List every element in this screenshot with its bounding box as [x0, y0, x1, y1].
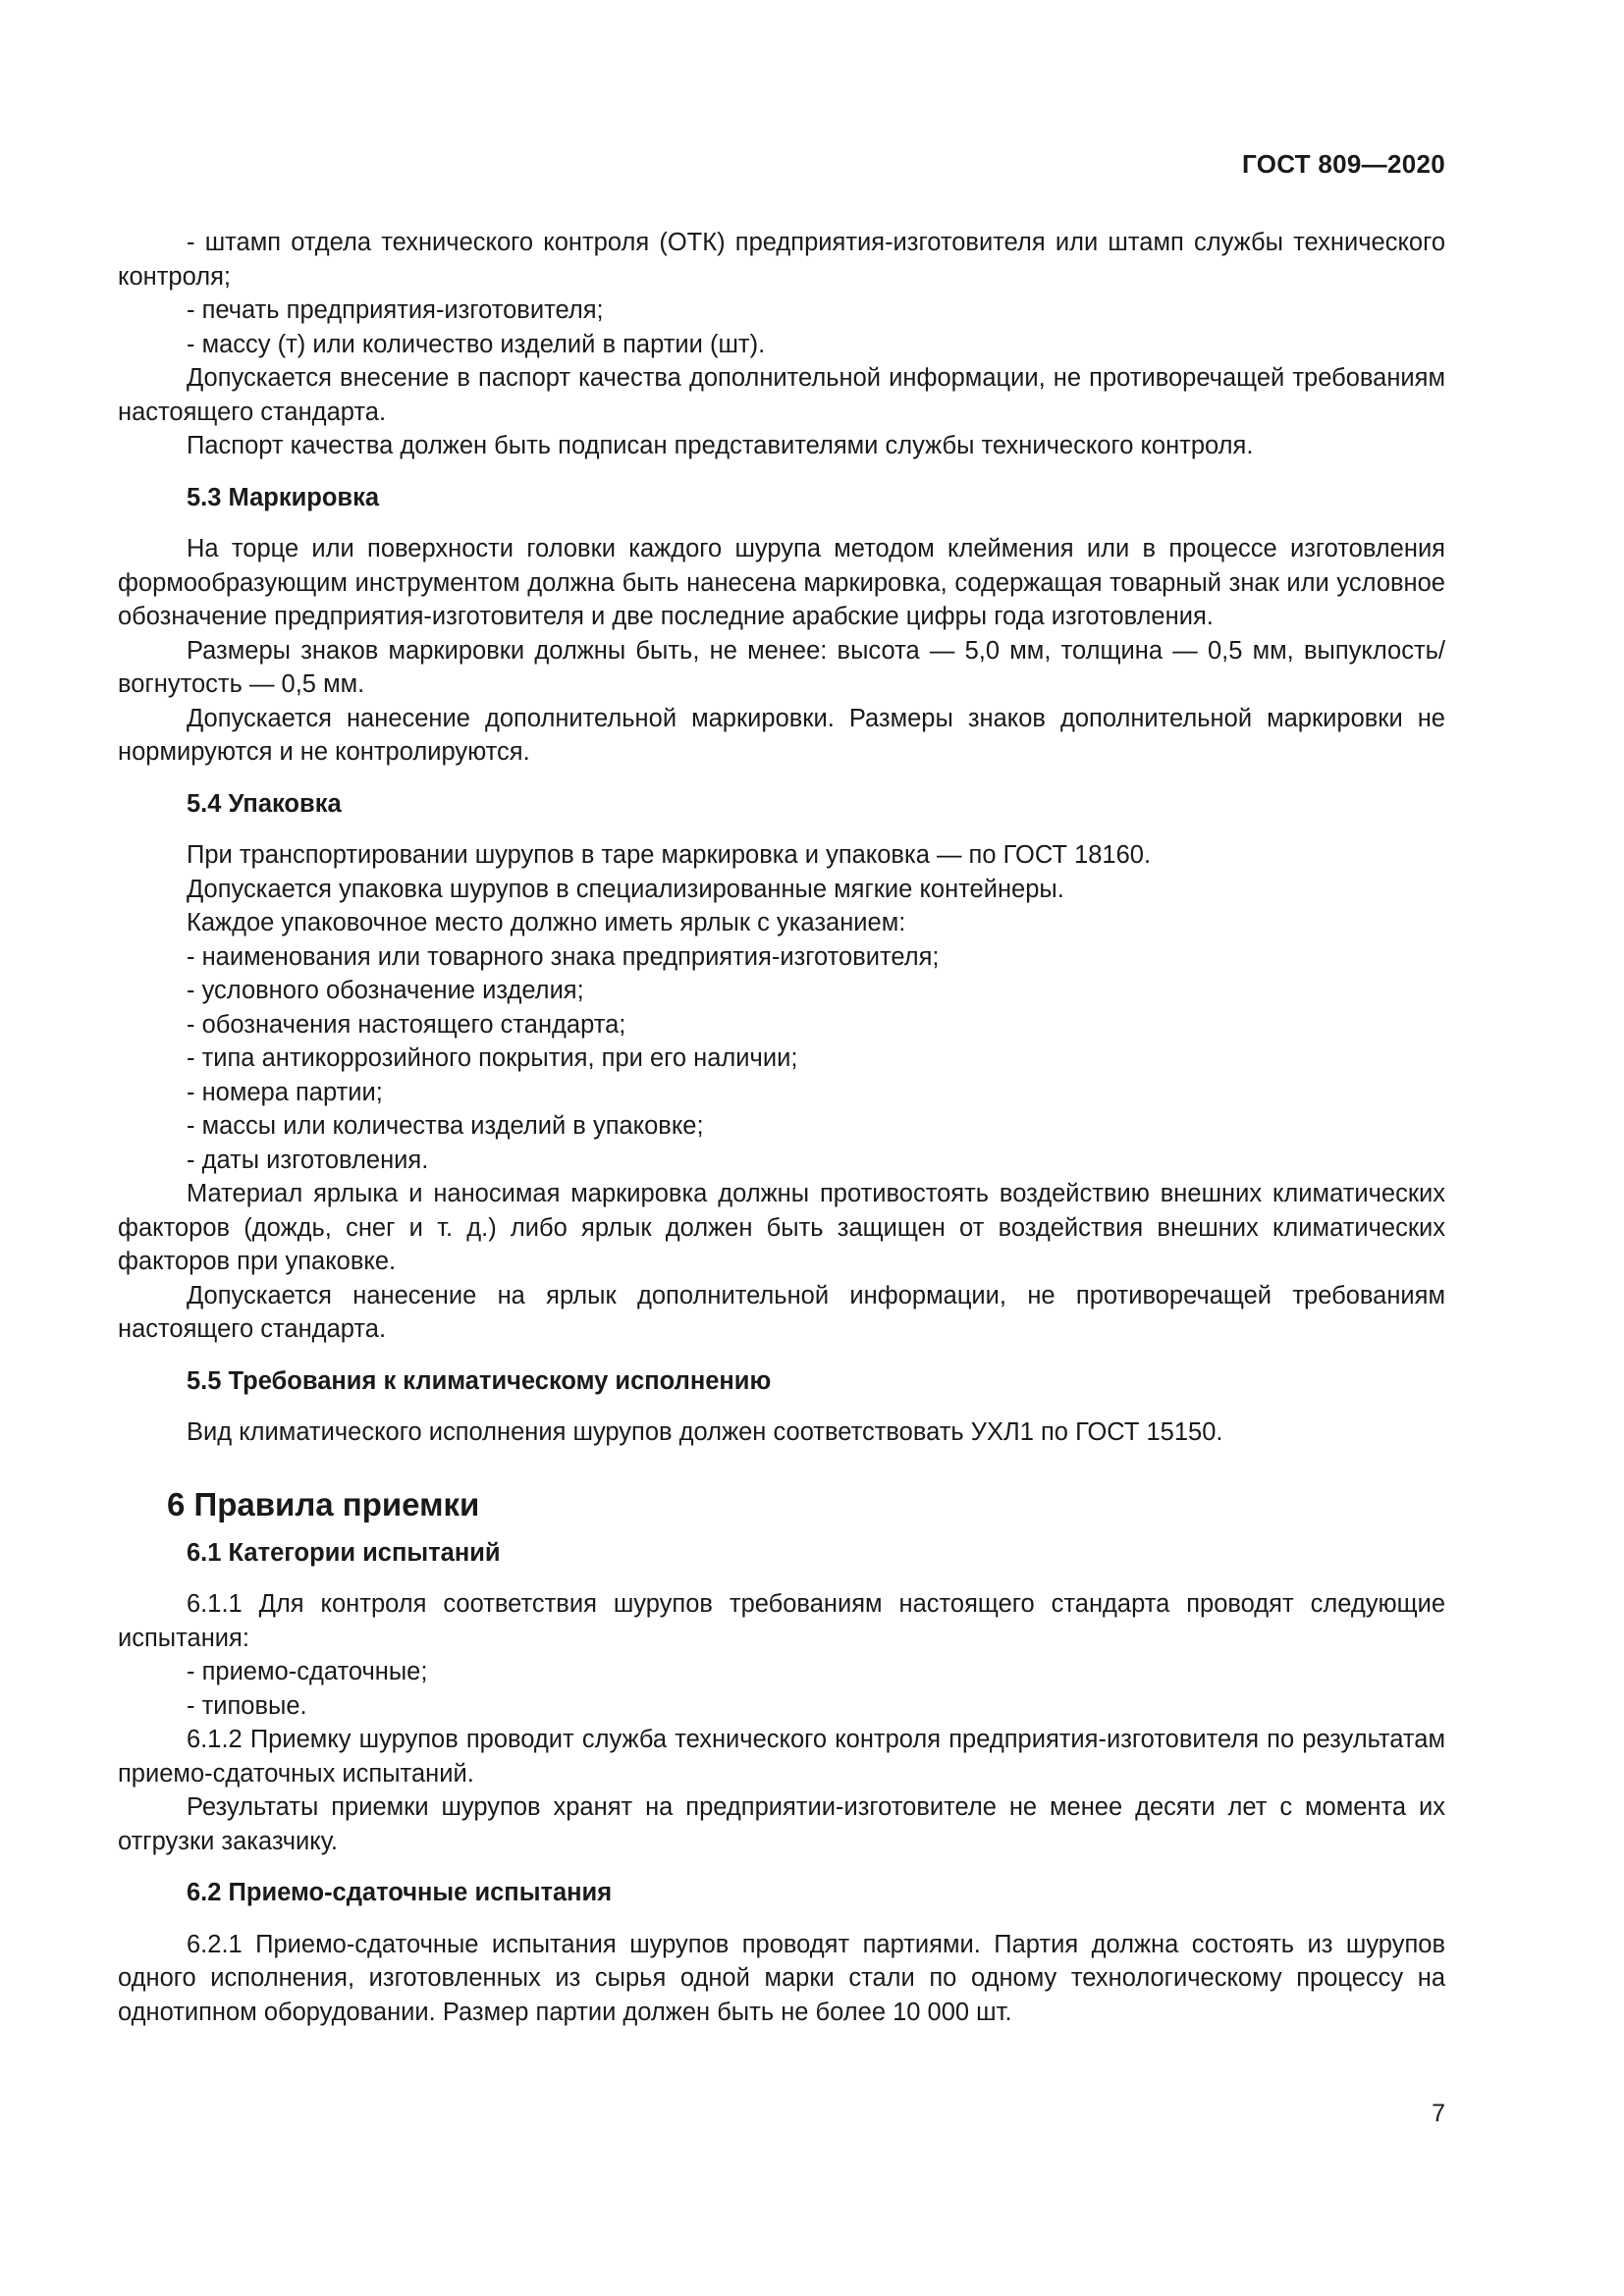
page-number: 7	[1432, 2100, 1445, 2127]
paragraph: Результаты приемки шурупов хранят на предприятии-изготовителе не менее десяти лет с момента их отгрузки заказчику.	[118, 1793, 1445, 1855]
section-heading-6-1: 6.1 Категории испытаний	[187, 1538, 501, 1567]
section-heading-6-2: 6.2 Приемо-сдаточные испытания	[187, 1879, 613, 1906]
paragraph: 6.1.2 Приемку шурупов проводит служба технического контроля предприятия-изготовителя по результатам приемо-сдаточных испытаний.	[118, 1726, 1445, 1788]
list-item: - типовые.	[187, 1691, 307, 1720]
list-item: - условного обозначение изделия;	[187, 977, 584, 1004]
paragraph: Допускается нанесение на ярлык дополнительной информации, не противоречащей требованиям настоящего стандарта.	[118, 1281, 1445, 1343]
paragraph: Материал ярлыка и наносимая маркировка должны противостоять воздействию внешних климатических факторов (дождь, снег и т. д.) либо ярлык должен быть защищен от воздействия внешних климатических факторов при упаковке.	[118, 1180, 1445, 1275]
standard-code: ГОСТ 809—2020	[1242, 149, 1445, 179]
paragraph: Вид климатического исполнения шурупов должен соответствовать УХЛ1 по ГОСТ 15150.	[187, 1418, 1223, 1446]
paragraph: 6.2.1 Приемо-сдаточные испытания шурупов проводят партиями. Партия должна состоять из шурупов одного исполнения, изготовленных из сырья одной марки стали по одному технологическому процессу на однотипном оборудовании. Размер партии должен быть не более 10 000 шт.	[118, 1930, 1445, 2026]
paragraph: Размеры знаков маркировки должны быть, не менее: высота — 5,0 мм, толщина — 0,5 мм, выпуклость/вогнутость — 0,5 мм.	[118, 636, 1445, 698]
chapter-heading-6: 6 Правила приемки	[167, 1485, 480, 1522]
paragraph: При транспортировании шурупов в таре маркировка и упаковка — по ГОСТ 18160.	[187, 841, 1152, 869]
section-heading-5-3: 5.3 Маркировка	[187, 483, 380, 511]
section-heading-5-4: 5.4 Упаковка	[187, 789, 342, 818]
list-item: - даты изготовления.	[187, 1146, 429, 1174]
list-item: - массу (т) или количество изделий в партии (шт).	[187, 330, 766, 358]
paragraph: Допускается внесение в паспорт качества дополнительной информации, не противоречащей требованиям настоящего стандарта.	[118, 364, 1445, 426]
paragraph: Допускается нанесение дополнительной маркировки. Размеры знаков дополнительной маркировки не нормируются и не контролируются.	[118, 704, 1445, 766]
list-item: - приемо-сдаточные;	[187, 1658, 428, 1685]
list-item: - обозначения настоящего стандарта;	[187, 1010, 626, 1039]
list-item: - печать предприятия-изготовителя;	[187, 296, 604, 324]
page-content	[118, 226, 1445, 2029]
paragraph: На торце или поверхности головки каждого шурупа методом клеймения или в процессе изготовления формообразующим инструментом должна быть нанесена маркировка, содержащая товарный знак или условное обозначение предприятия-изготовителя и две последние арабские цифры года изготовления.	[118, 535, 1445, 630]
list-item: - типа антикоррозийного покрытия, при его наличии;	[187, 1044, 798, 1072]
list-item: - массы или количества изделий в упаковке;	[187, 1112, 704, 1140]
list-item: - наименования или товарного знака предприятия-изготовителя;	[187, 942, 940, 971]
list-item: - номера партии;	[187, 1078, 383, 1106]
paragraph: Допускается упаковка шурупов в специализированные мягкие контейнеры.	[187, 875, 1064, 903]
paragraph: Каждое упаковочное место должно иметь ярлык с указанием:	[187, 909, 906, 936]
paragraph: - штамп отдела технического контроля (ОТК) предприятия-изготовителя или штамп службы технического контроля;	[118, 229, 1445, 291]
paragraph: Паспорт качества должен быть подписан представителями службы технического контроля.	[187, 432, 1254, 459]
paragraph: 6.1.1 Для контроля соответствия шурупов требованиям настоящего стандарта проводят следующие испытания:	[118, 1590, 1445, 1652]
section-heading-5-5: 5.5 Требования к климатическому исполнению	[187, 1366, 772, 1395]
